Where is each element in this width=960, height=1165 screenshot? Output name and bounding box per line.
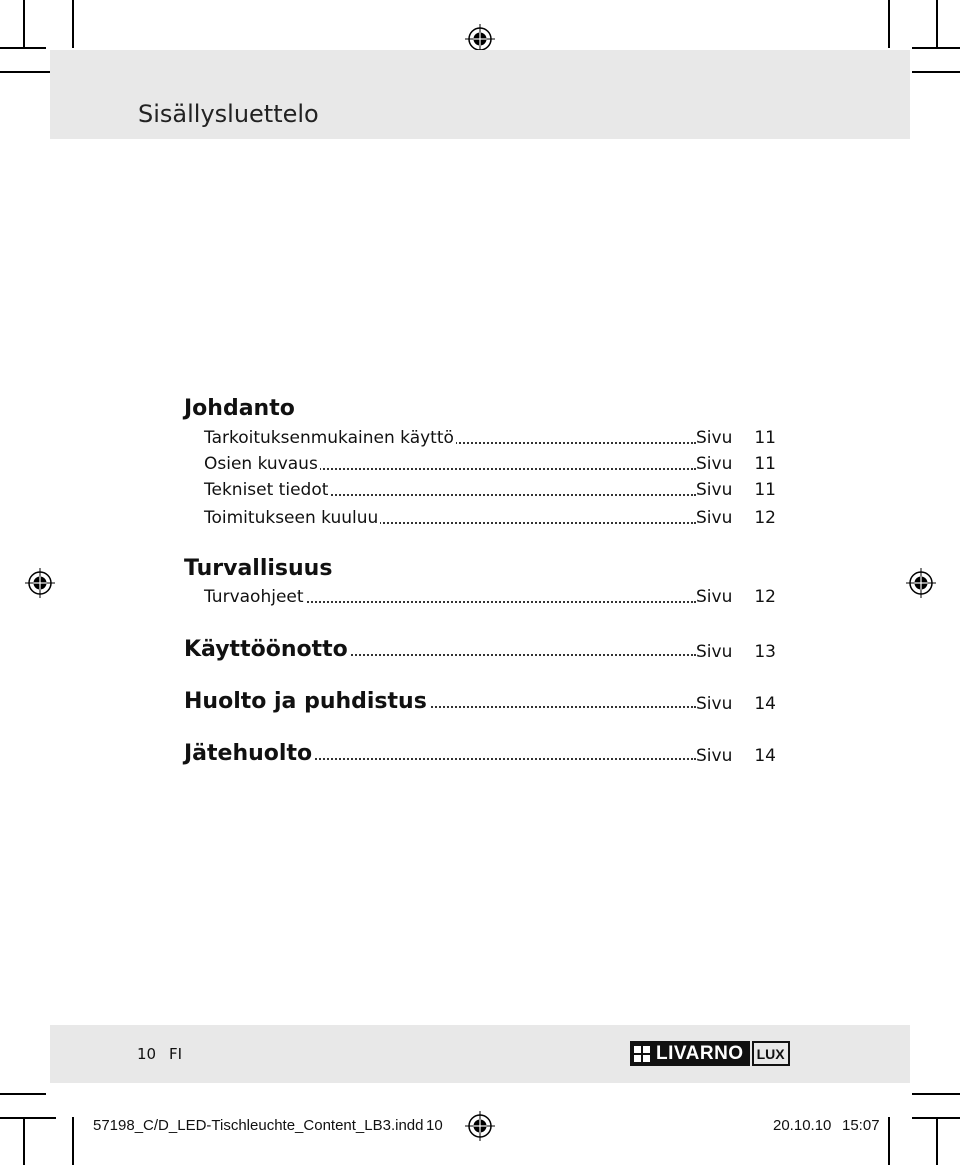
toc-item[interactable] xyxy=(204,452,778,474)
toc-page-number: 11 xyxy=(754,454,776,474)
crop-mark-icon xyxy=(0,1093,46,1095)
toc-section-jatehuolto[interactable] xyxy=(184,736,778,766)
crop-mark-icon xyxy=(888,0,890,48)
toc-section-huolto[interactable] xyxy=(184,684,778,714)
brand-logo xyxy=(630,1041,822,1066)
brand-logo-main xyxy=(630,1041,750,1066)
toc-sivu-label: Sivu xyxy=(696,508,733,528)
toc-page-number: 14 xyxy=(754,694,776,714)
crop-mark-icon xyxy=(912,47,960,49)
toc-item-label: Osien kuvaus xyxy=(204,454,318,474)
crop-mark-icon xyxy=(72,0,74,48)
crop-mark-icon xyxy=(72,1117,74,1165)
crop-mark-icon xyxy=(0,71,56,73)
slug-time: 15:07 xyxy=(842,1117,880,1134)
crop-mark-icon xyxy=(0,47,46,49)
toc-section-label: Käyttöönotto xyxy=(184,637,348,662)
toc-item[interactable] xyxy=(204,585,778,607)
section-heading-johdanto: Johdanto xyxy=(184,396,295,421)
toc-item[interactable] xyxy=(204,506,778,528)
toc-page-number: 12 xyxy=(754,587,776,607)
toc-page-number: 12 xyxy=(754,508,776,528)
registration-mark-icon xyxy=(906,568,936,598)
toc-item[interactable] xyxy=(204,426,778,448)
slug-page: 10 xyxy=(426,1117,443,1134)
crop-mark-icon xyxy=(936,0,938,48)
crop-mark-icon xyxy=(23,0,25,48)
toc-sivu-label: Sivu xyxy=(696,480,733,500)
toc-section-kayttoonotto[interactable] xyxy=(184,632,778,662)
toc-item-label: Toimitukseen kuuluu xyxy=(204,508,379,528)
toc-section-label: Huolto ja puhdistus xyxy=(184,689,427,714)
toc-section-label: Jätehuolto xyxy=(184,741,313,766)
toc-page-number: 14 xyxy=(754,746,776,766)
crop-mark-icon xyxy=(936,1117,938,1165)
toc-page-number: 11 xyxy=(754,428,776,448)
toc-sivu-label: Sivu xyxy=(696,454,733,474)
toc-sivu-label: Sivu xyxy=(696,587,733,607)
crop-mark-icon xyxy=(912,71,960,73)
registration-mark-icon xyxy=(465,1111,495,1141)
toc-sivu-label: Sivu xyxy=(696,694,733,714)
page-number: 10 xyxy=(137,1045,157,1063)
brand-name: LIVARNO xyxy=(656,1042,744,1064)
brand-suffix: LUX xyxy=(752,1041,790,1066)
toc-sivu-label: Sivu xyxy=(696,642,733,662)
crop-mark-icon xyxy=(0,1117,56,1119)
toc-item[interactable] xyxy=(204,478,778,500)
language-code: FI xyxy=(169,1045,183,1063)
logo-grid-icon xyxy=(634,1046,650,1062)
crop-mark-icon xyxy=(888,1117,890,1165)
slug-filename: 57198_C/D_LED-Tischleuchte_Content_LB3.indd xyxy=(93,1117,424,1134)
crop-mark-icon xyxy=(912,1093,960,1095)
crop-mark-icon xyxy=(23,1117,25,1165)
toc-sivu-label: Sivu xyxy=(696,428,733,448)
toc-item-label: Turvaohjeet xyxy=(204,587,304,607)
section-heading-turvallisuus: Turvallisuus xyxy=(184,556,333,581)
toc-item-label: Tarkoituksenmukainen käyttö xyxy=(204,428,454,448)
toc-page-number: 11 xyxy=(754,480,776,500)
toc-sivu-label: Sivu xyxy=(696,746,733,766)
slug-date: 20.10.10 xyxy=(773,1117,832,1134)
registration-mark-icon xyxy=(25,568,55,598)
page-title: Sisällysluettelo xyxy=(138,100,319,128)
toc-page-number: 13 xyxy=(754,642,776,662)
toc-item-label: Tekniset tiedot xyxy=(204,480,329,500)
